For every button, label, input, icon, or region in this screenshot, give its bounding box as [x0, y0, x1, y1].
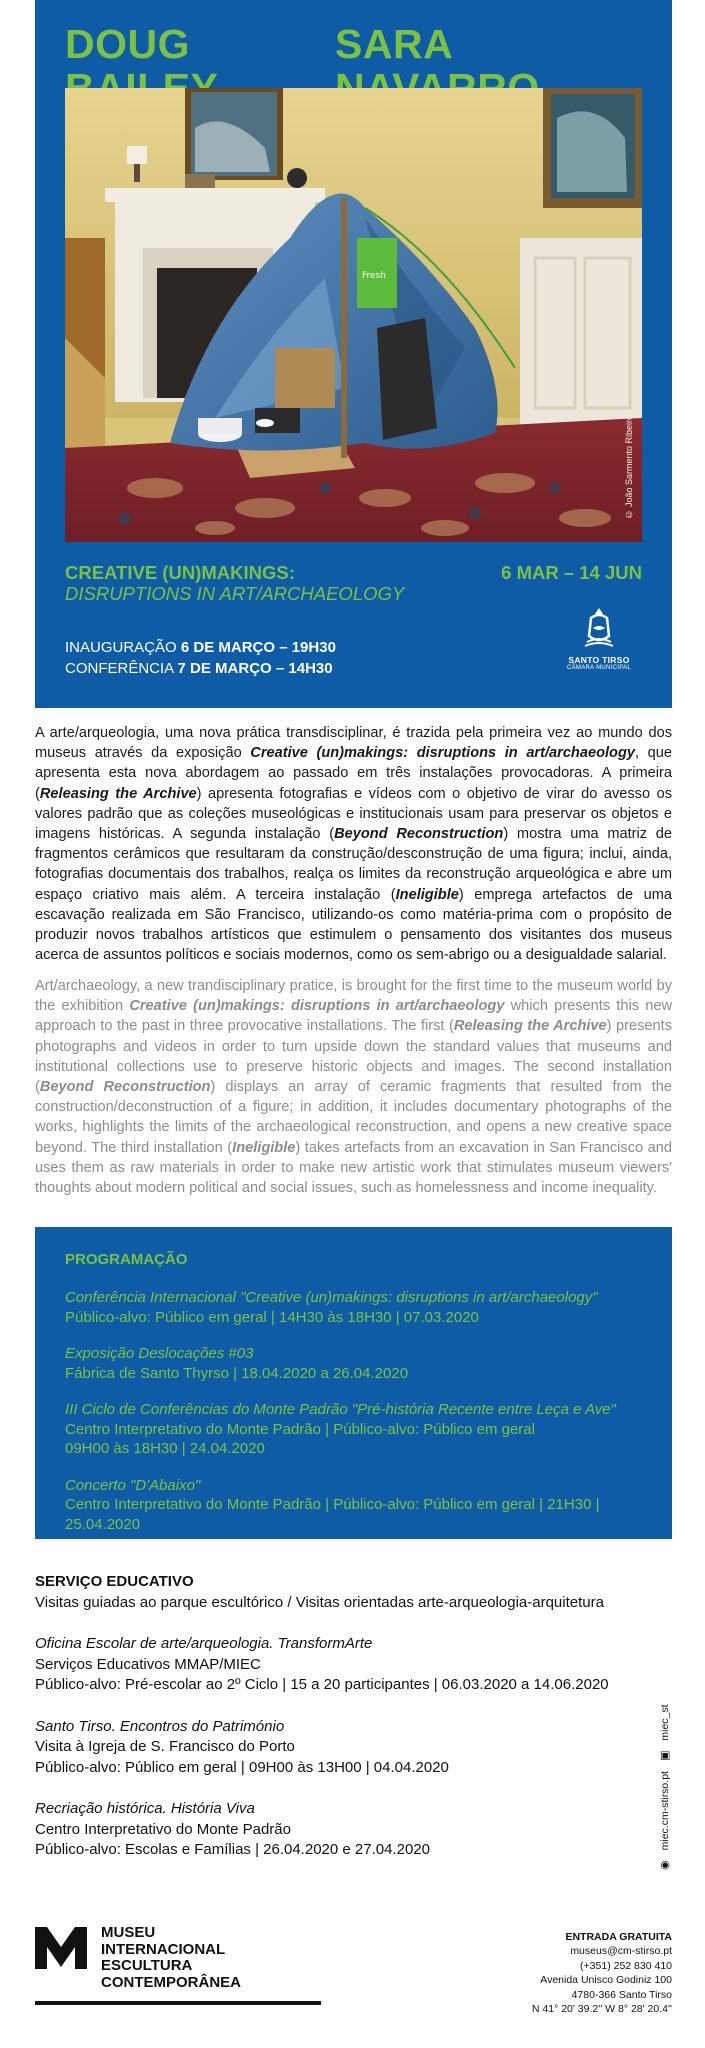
conference-line	[65, 658, 336, 679]
artist-name-1: DOUG	[65, 21, 190, 67]
education-item-line: Público-alvo: Pré-escolar ao 2º Ciclo | 15 a 20 participantes | 06.03.2020 a 14.06.2020	[35, 1676, 609, 1693]
education-item-line: Visita à Igreja de S. Francisco do Porto	[35, 1738, 295, 1755]
programme-item	[65, 1288, 642, 1327]
installation-photo-illustration	[65, 88, 642, 542]
museum-name-line-4: CONTEMPORÂNEA	[101, 1973, 242, 1991]
programme-heading: PROGRAMAÇÃO	[65, 1251, 188, 1268]
exhibition-title-line-1: CREATIVE (UN)MAKINGS:	[65, 562, 295, 583]
programme-item-title: Exposição Deslocações #03	[65, 1345, 254, 1362]
education-item-title: Recriação histórica. História Viva	[35, 1800, 255, 1817]
contact-street: Avenida Unisco Godiniz 100	[540, 1974, 672, 1987]
free-entry-label: ENTRADA GRATUITA	[565, 1931, 672, 1943]
en-text-4: ) displays an array of ceramic fragments that resulted from the construction/deconstruction of a figure; in addition, it includes documentary photographs of the works, highlights the limits of the archaeological reconstruction, and opens a new creative space beyond. The third installation (	[35, 1079, 672, 1156]
en-installation-1: Releasing the Archive	[453, 1018, 607, 1035]
education-item-title: Santo Tirso. Encontros do Património	[35, 1717, 285, 1735]
museum-name-line-1: MUSEU	[101, 1924, 156, 1941]
programme-item-detail: Fábrica de Santo Thyrso | 18.04.2020 a 26.04.2020	[65, 1364, 409, 1382]
social-links	[657, 1704, 675, 1870]
municipality-subtitle: CÂMARA MUNICIPAL	[566, 665, 632, 671]
description-portuguese	[35, 723, 672, 965]
instagram-link[interactable]: miec_st	[658, 1704, 671, 1741]
education-item-line: Público-alvo: Escolas e Famílias | 26.04.2020 e 27.04.2020	[35, 1841, 430, 1858]
exhibition-poster	[35, 0, 672, 708]
description-english	[35, 976, 672, 1198]
en-text-5: ) takes artefacts from an excavation in San Francisco and uses them as raw materials in order to make new artistic work that stimulates museum viewers' thoughts about modern political and social issues, such as homelessness and income inequality.	[35, 1139, 672, 1197]
photo-credit: © João Sarmento Ribeiro	[624, 415, 634, 520]
municipality-name: SANTO TIRSO	[568, 655, 630, 665]
en-exhibition-name: Creative (un)makings: disruptions in art/archaeology	[129, 998, 505, 1015]
opening-label: INAUGURAÇÃO	[65, 639, 177, 656]
en-installation-3: Ineligible	[232, 1139, 296, 1156]
globe-icon: ◉	[659, 1860, 671, 1870]
en-text-1: Art/archaeology, a new trandisciplinary pratice, is brought for the first time to the museum world by the exhibition	[35, 978, 672, 1015]
contact-postal: 4780-366 Santo Tirso	[571, 1988, 672, 2001]
bag-label: Fresh	[362, 271, 386, 281]
programme-item-title: Concerto "D'Abaixo"	[65, 1476, 201, 1494]
conference-value: 7 DE MARÇO – 14H30	[177, 660, 333, 677]
pt-installation-2: Beyond Reconstruction	[334, 826, 504, 843]
en-installation-2: Beyond Reconstruction	[39, 1079, 211, 1096]
programme-item-detail: Centro Interpretativo do Monte Padrão | Público-alvo: Público em geral	[65, 1420, 535, 1438]
programme-item-title: III Ciclo de Conferências do Monte Padrão "Pré-história Recente entre Leça e Ave"	[65, 1401, 616, 1418]
contact-coordinates: N 41° 20' 39.2'' W 8° 28' 20.4''	[531, 2003, 672, 2016]
conference-label: CONFERÊNCIA	[65, 660, 174, 677]
education-item-line: Serviços Educativos MMAP/MIEC	[35, 1655, 261, 1673]
opening-line	[65, 637, 336, 658]
museum-name-line-3: ESCULTURA	[101, 1957, 193, 1974]
education-heading: SERVIÇO EDUCATIVO	[35, 1573, 194, 1590]
exhibition-photo	[65, 88, 642, 542]
opening-events	[65, 637, 336, 679]
pt-exhibition-name: Creative (un)makings: disruptions in art/archaeology	[250, 745, 635, 762]
programme-item-detail: Público-alvo: Público em geral | 14H30 às 18H30 | 07.03.2020	[65, 1308, 479, 1326]
exhibition-title	[65, 562, 404, 604]
contact-info	[532, 1930, 672, 2016]
logo-underline	[35, 2001, 321, 2005]
pt-installation-3: Ineligible	[395, 886, 459, 903]
education-item	[35, 1717, 635, 1779]
museum-m-logo-icon	[35, 1927, 87, 1969]
website-link[interactable]: miec.cm-stirso.pt	[658, 1771, 671, 1851]
contact-email[interactable]: museus@cm-stirso.pt	[570, 1945, 672, 1958]
pt-text-3: ) apresenta fotografias e vídeos com o objetivo de virar do avesso os valores padrão que as coleções museológicas e institucionais usam para preservar os objetos e imagens históricas. A segunda instalação (	[35, 785, 672, 843]
museum-name	[101, 1925, 241, 1991]
educational-service	[35, 1572, 635, 1861]
opening-value: 6 DE MARÇO – 19H30	[180, 639, 336, 656]
instagram-icon: ▣	[659, 1750, 671, 1762]
en-text-3: ) presents photographs and videos in order to turn upside down the standard values that museums and institutional collections use to preserve historic objects and images. The second installation (	[35, 1018, 673, 1096]
exhibition-title-line-2: DISRUPTIONS IN ART/ARCHAEOLOGY	[65, 583, 405, 604]
artist-name-2: SARA	[335, 21, 452, 67]
santo-tirso-logo	[565, 606, 633, 671]
education-item-line: Público-alvo: Público em geral | 09H00 às 13H00 | 04.04.2020	[35, 1758, 449, 1776]
education-item	[35, 1799, 635, 1861]
programme-item	[65, 1400, 642, 1459]
education-item-line: Centro Interpretativo do Monte Padrão	[35, 1820, 291, 1838]
pt-text-1: A arte/arqueologia, uma nova prática transdisciplinar, é trazida pela primeira vez ao mundo dos museus através da exposição	[35, 725, 672, 762]
contact-phone[interactable]: (+351) 252 830 410	[580, 1959, 672, 1972]
programme-item-detail: Centro Interpretativo do Monte Padrão | Público-alvo: Público em geral | 21H30 | 25.04.2020	[65, 1496, 600, 1533]
en-text-2: which presents this new approach to the past in three provocative installations. The first (	[35, 998, 672, 1035]
museum-name-line-2: INTERNACIONAL	[101, 1940, 226, 1958]
education-item-title: Oficina Escolar de arte/arqueologia. TransformArte	[35, 1635, 373, 1652]
pt-text-4: ) mostra uma matriz de fragmentos cerâmicos que resultaram da construção/desconstrução de uma figura; inclui, ainda, fotografias documentais dos trabalhos, realça os limites da reconstrução arqueológica e abre um espaço criativo mais além. A terceira instalação (	[35, 826, 672, 903]
education-item	[35, 1634, 635, 1696]
programme-item	[65, 1476, 642, 1535]
pt-text-5: ) emprega artefactos de uma escavação realizada em São Francisco, utilizando-os como matéria-prima com o propósito de produzir novos trabalhos artísticos que estimulem o pensamento dos visitantes dos museus acerca de assuntos políticos e sociais modernos, como os sem-abrigo ou a desigualdade salarial.	[35, 886, 672, 964]
programme-box	[35, 1227, 672, 1539]
programme-item	[65, 1344, 642, 1383]
programme-item-title: Conferência Internacional "Creative (un)makings: disruptions in art/archaeology"	[65, 1289, 598, 1306]
pt-installation-1: Releasing the Archive	[39, 785, 197, 802]
pt-text-2: , que apresenta esta nova abordagem ao passado em três instalações provocadoras. A primeira (	[35, 745, 672, 802]
santo-tirso-emblem-icon	[579, 606, 619, 648]
programme-item-detail: 09H00 às 18H30 | 24.04.2020	[65, 1440, 265, 1457]
education-subheading: Visitas guiadas ao parque escultórico / Visitas orientadas arte-arqueologia-arquitetura	[35, 1593, 604, 1611]
museum-logo	[35, 1925, 325, 2005]
exhibition-dates: 6 MAR – 14 JUN	[501, 562, 642, 583]
